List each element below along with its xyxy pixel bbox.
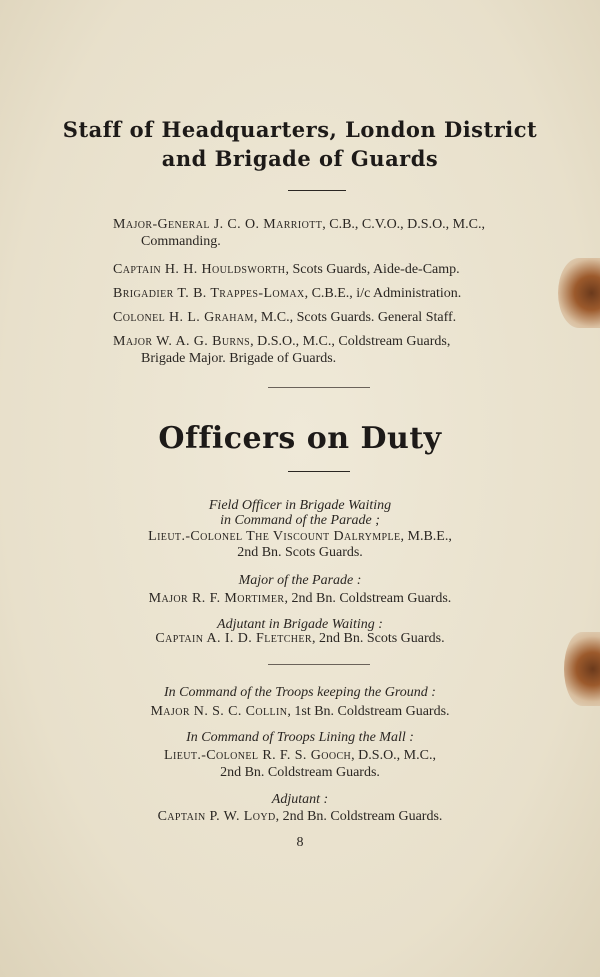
adjutant-bw-details: , 2nd Bn. Scots Guards. bbox=[311, 631, 445, 646]
staff-entry bbox=[113, 333, 450, 351]
staff-details: , C.B.E., i/c Administration. bbox=[304, 286, 462, 301]
staff-details: , D.S.O., M.C., Coldstream Guards, bbox=[250, 334, 451, 349]
field-officer-title-cont: in Command of the Parade ; bbox=[220, 513, 380, 528]
adjutant-bw-name: Captain A. I. D. Fletcher bbox=[155, 631, 312, 646]
divider bbox=[288, 471, 350, 472]
adjutant-bw-title: Adjutant in Brigade Waiting : bbox=[217, 617, 383, 632]
field-officer-name: Lieut.-Colonel The Viscount Dalrymple bbox=[148, 529, 401, 544]
divider bbox=[288, 190, 346, 191]
adjutant-name: Captain P. W. Loyd bbox=[157, 809, 276, 824]
staff-entry bbox=[113, 285, 461, 303]
major-line bbox=[0, 590, 600, 608]
troops-ground-line bbox=[0, 703, 600, 721]
staff-name: Captain H. H. Houldsworth bbox=[113, 262, 286, 277]
adjutant-bw-line bbox=[0, 630, 600, 648]
field-officer-unit: 2nd Bn. Scots Guards. bbox=[237, 545, 363, 560]
staff-heading-line1: Staff of Headquarters, London District bbox=[62, 117, 538, 142]
troops-mall-unit: 2nd Bn. Coldstream Guards. bbox=[220, 765, 380, 780]
major-title: Major of the Parade : bbox=[238, 573, 362, 588]
staff-name: Major W. A. G. Burns bbox=[113, 334, 251, 349]
page-number: 8 bbox=[296, 835, 304, 850]
staff-entry bbox=[113, 216, 485, 234]
staff-name: Brigadier T. B. Trappes-Lomax bbox=[113, 286, 305, 301]
troops-ground-name: Major N. S. C. Collin bbox=[150, 704, 288, 719]
field-officer-title: Field Officer in Brigade Waiting bbox=[208, 498, 392, 513]
staff-entry-cont: Commanding. bbox=[141, 234, 221, 249]
staff-heading-line2: and Brigade of Guards bbox=[161, 146, 439, 171]
paper-stain bbox=[558, 258, 600, 328]
staff-details: , Scots Guards, Aide-de-Camp. bbox=[285, 262, 460, 277]
troops-ground-details: , 1st Bn. Coldstream Guards. bbox=[287, 704, 450, 719]
adjutant-title: Adjutant : bbox=[271, 792, 329, 807]
staff-name: Colonel H. L. Graham bbox=[113, 310, 254, 325]
staff-details: , M.C., Scots Guards. General Staff. bbox=[253, 310, 457, 325]
troops-mall-line bbox=[0, 747, 600, 765]
staff-name: Major-General J. C. O. Marriott bbox=[113, 217, 323, 232]
troops-ground-title: In Command of the Troops keeping the Ground : bbox=[164, 685, 436, 700]
field-officer-details: , M.B.E., bbox=[400, 529, 452, 544]
staff-entry bbox=[113, 261, 460, 279]
staff-entry-cont: Brigade Major. Brigade of Guards. bbox=[141, 351, 337, 366]
adjutant-line bbox=[0, 808, 600, 826]
adjutant-details: , 2nd Bn. Coldstream Guards. bbox=[275, 809, 443, 824]
divider bbox=[268, 387, 370, 388]
troops-mall-title: In Command of Troops Lining the Mall : bbox=[186, 730, 414, 745]
troops-mall-details: , D.S.O., M.C., bbox=[351, 748, 436, 763]
staff-entry bbox=[113, 309, 456, 327]
troops-mall-name: Lieut.-Colonel R. F. S. Gooch bbox=[164, 748, 352, 763]
major-details: , 2nd Bn. Coldstream Guards. bbox=[284, 591, 452, 606]
staff-details: , C.B., C.V.O., D.S.O., M.C., bbox=[322, 217, 485, 232]
duty-heading: Officers on Duty bbox=[158, 421, 442, 456]
divider bbox=[268, 664, 370, 665]
major-name: Major R. F. Mortimer bbox=[148, 591, 285, 606]
